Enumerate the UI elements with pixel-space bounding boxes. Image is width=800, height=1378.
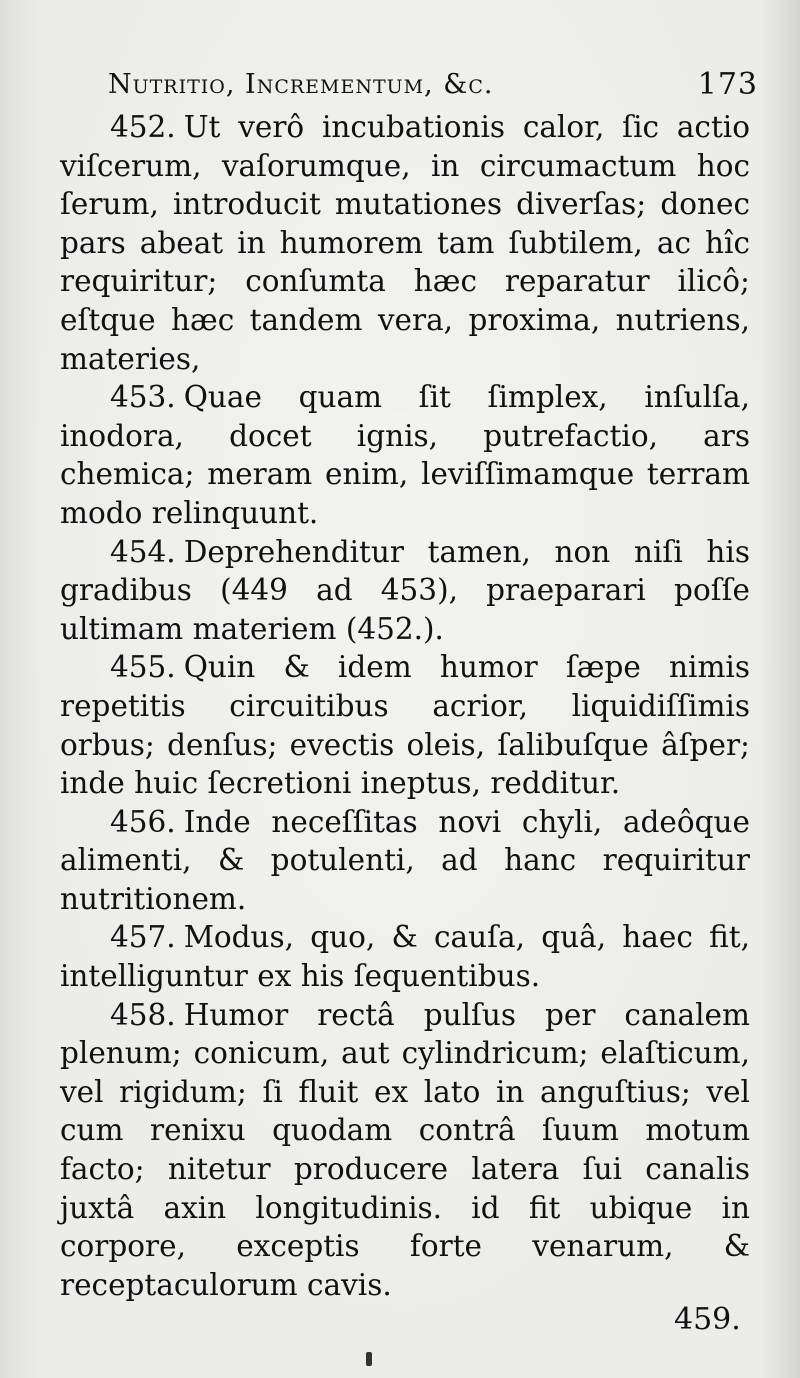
paragraph-number: 452.: [110, 110, 176, 144]
paragraph-text: Quin & idem humor ſæpe nimis repetitis circuitibus acrior, liquidiſſimis orbus; denſus; evectis oleis, ſalibuſque âſper; inde huic ſecretioni ineptus, redditur.: [60, 650, 750, 801]
paragraph-text: Deprehenditur tamen, non niſi his gradibus (449 ad 453), praeparari poſſe ultimam materiem (452.).: [60, 534, 750, 646]
catchword: 459.: [674, 1302, 741, 1337]
paragraph-number: 457.: [110, 920, 176, 955]
paragraph-456: [60, 803, 750, 919]
paragraph-number: 458.: [110, 997, 176, 1032]
paragraph-number: 456.: [110, 804, 176, 839]
paragraph-452: [60, 108, 750, 378]
page-number: 173: [697, 67, 758, 102]
paragraph-text: Modus, quo, & cauſa, quâ, haec fit, intelliguntur ex his ſequentibus.: [60, 920, 750, 994]
paragraph-number: 455.: [110, 650, 176, 685]
paragraph-457: [60, 918, 750, 995]
paragraph-number: 454.: [110, 534, 176, 569]
paragraph-458: [60, 996, 750, 1305]
paragraph-text: Quae quam ſit ſimplex, inſulſa, inodora, docet ignis, putrefactio, ars chemica; meram enim, leviſſimamque terram modo relinquunt.: [60, 380, 750, 530]
page-body: [60, 108, 750, 1304]
paragraph-text: Inde neceſſitas novi chyli, adeôque alimenti, & potulenti, ad hanc requiritur nutritionem.: [60, 804, 750, 916]
paragraph-455: [60, 648, 750, 802]
running-title: Nutritio, Incrementum, &c.: [108, 69, 494, 100]
page-header: [108, 60, 758, 110]
paragraph-454: [60, 533, 750, 649]
printer-mark: [366, 1352, 372, 1366]
paragraph-text: Humor rectâ pulſus per canalem plenum; conicum, aut cylindricum; elaſticum, vel rigidum; ſi fluit ex lato in anguſtius; vel cum renixu quodam contrâ ſuum motum facto; nitetur producere latera ſui canalis juxtâ axin longitudinis. id fit ubique in corpore, exceptis forte venarum, & receptaculorum cavis.: [60, 997, 750, 1302]
paragraph-number: 453.: [110, 380, 176, 415]
paragraph-text: Ut verô incubationis calor, ſic actio viſcerum, vaſorumque, in circumactum hoc ſerum, introducit mutationes diverſas; donec pars abeat in humorem tam ſubtilem, ac hîc requiritur; conſumta hæc reparatur ilicô; eſtque hæc tandem vera, proxima, nutriens, materies,: [60, 110, 750, 376]
paragraph-453: [60, 378, 750, 532]
